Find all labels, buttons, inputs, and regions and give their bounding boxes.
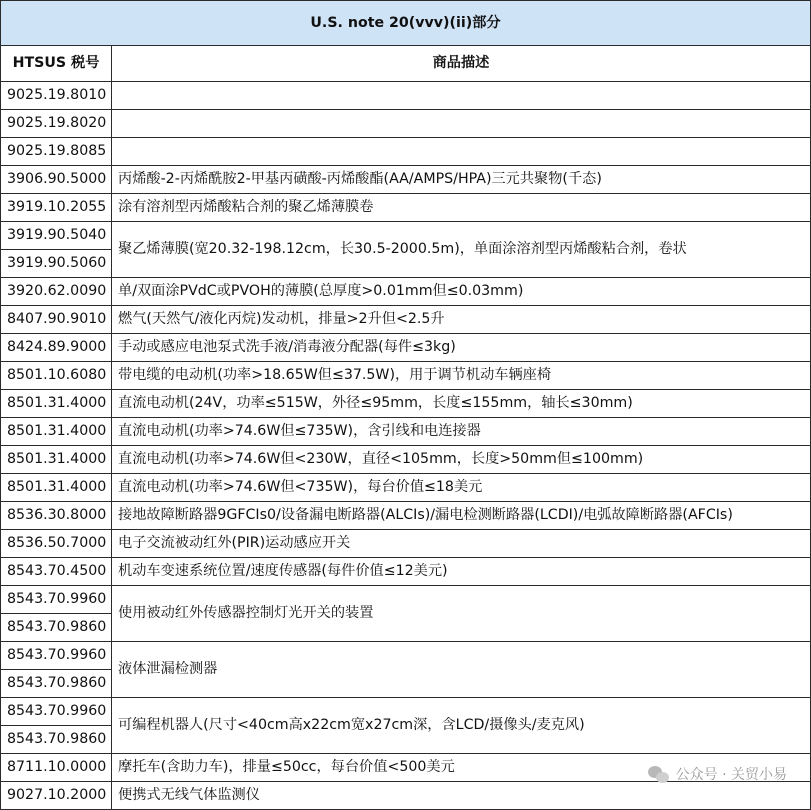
table-row (1, 586, 811, 614)
htsus-code-cell: 8543.70.9960 (1, 698, 112, 726)
table-row (1, 558, 811, 586)
watermark-text: 公众号 · 关贸小易 (675, 767, 787, 783)
table-row (1, 502, 811, 530)
description-cell: 机动车变速系统位置/速度传感器(每件价值≤12美元) (112, 558, 811, 586)
description-cell: 液体泄漏检测器 (112, 642, 811, 698)
table-row (1, 166, 811, 194)
table-row (1, 138, 811, 166)
htsus-code-cell: 8501.31.4000 (1, 474, 112, 502)
htsus-code-cell: 8711.10.0000 (1, 754, 112, 782)
description-cell (112, 138, 811, 166)
table-row (1, 194, 811, 222)
table-row (1, 82, 811, 110)
htsus-code-cell: 8501.31.4000 (1, 390, 112, 418)
htsus-code-cell: 8543.70.4500 (1, 558, 112, 586)
header-description: 商品描述 (112, 46, 811, 82)
htsus-code-cell: 9025.19.8085 (1, 138, 112, 166)
description-cell: 带电缆的电动机(功率>18.65W但≤37.5W)，用于调节机动车辆座椅 (112, 362, 811, 390)
htsus-code-cell: 8536.50.7000 (1, 530, 112, 558)
table-row (1, 474, 811, 502)
description-cell: 便携式无线气体监测仪 (112, 782, 811, 810)
table-row (1, 362, 811, 390)
table-row (1, 334, 811, 362)
description-cell: 直流电动机(功率>74.6W但<735W)，每台价值≤18美元 (112, 474, 811, 502)
htsus-code-cell: 8543.70.9960 (1, 586, 112, 614)
htsus-code-cell: 8501.31.4000 (1, 418, 112, 446)
htsus-code-cell: 3919.10.2055 (1, 194, 112, 222)
description-cell: 直流电动机(功率>74.6W但≤735W)，含引线和电连接器 (112, 418, 811, 446)
htsus-code-cell: 8543.70.9860 (1, 614, 112, 642)
table-row (1, 642, 811, 670)
table-row (1, 222, 811, 250)
htsus-code-cell: 8501.10.6080 (1, 362, 112, 390)
htsus-code-cell: 8543.70.9860 (1, 726, 112, 754)
table-row (1, 306, 811, 334)
description-cell (112, 82, 811, 110)
table-row (1, 390, 811, 418)
description-cell: 直流电动机(24V，功率≤515W，外径≤95mm，长度≤155mm，轴长≤30mm) (112, 390, 811, 418)
description-cell: 可编程机器人(尺寸<40cm高x22cm宽x27cm深，含LCD/摄像头/麦克风) (112, 698, 811, 754)
description-cell: 聚乙烯薄膜(宽20.32-198.12cm，长30.5-2000.5m)，单面涂溶剂型丙烯酸粘合剂，卷状 (112, 222, 811, 278)
description-cell: 接地故障断路器9GFCIs0/设备漏电断路器(ALCIs)/漏电检测断路器(LCDI)/电弧故障断路器(AFCIs) (112, 502, 811, 530)
htsus-code-cell: 8536.30.8000 (1, 502, 112, 530)
table-row (1, 110, 811, 138)
description-cell: 燃气(天然气/液化丙烷)发动机，排量>2升但<2.5升 (112, 306, 811, 334)
htsus-code-cell: 8424.89.9000 (1, 334, 112, 362)
htsus-code-cell: 8501.31.4000 (1, 446, 112, 474)
table-row (1, 698, 811, 726)
htsus-code-cell: 3906.90.5000 (1, 166, 112, 194)
description-cell: 使用被动红外传感器控制灯光开关的装置 (112, 586, 811, 642)
htsus-code-cell: 3920.62.0090 (1, 278, 112, 306)
table-row (1, 446, 811, 474)
htsus-code-cell: 3919.90.5040 (1, 222, 112, 250)
table-row (1, 530, 811, 558)
htsus-code-cell: 9025.19.8010 (1, 82, 112, 110)
table-row (1, 418, 811, 446)
table-row (1, 278, 811, 306)
table-body (1, 82, 811, 810)
table-row (1, 754, 811, 782)
description-cell: 电子交流被动红外(PIR)运动感应开关 (112, 530, 811, 558)
htsus-code-cell: 8543.70.9960 (1, 642, 112, 670)
description-cell: 单/双面涂PVdC或PVOH的薄膜(总厚度>0.01mm但≤0.03mm) (112, 278, 811, 306)
table-title: U.S. note 20(vvv)(ii)部分 (1, 1, 811, 46)
description-cell: 丙烯酸-2-丙烯酰胺2-甲基丙磺酸-丙烯酸酯(AA/AMPS/HPA)三元共聚物(千态) (112, 166, 811, 194)
htsus-code-cell: 3919.90.5060 (1, 250, 112, 278)
description-cell: 直流电动机(功率>74.6W但<230W，直径<105mm，长度>50mm但≤100mm) (112, 446, 811, 474)
table-row (1, 782, 811, 810)
description-cell: 手动或感应电池泵式洗手液/消毒液分配器(每件≤3kg) (112, 334, 811, 362)
header-htsus-code: HTSUS 税号 (1, 46, 112, 82)
htsus-code-cell: 9027.10.2000 (1, 782, 112, 810)
description-cell: 摩托车(含助力车)，排量≤50cc，每台价值<500美元 (112, 754, 811, 782)
description-cell: 涂有溶剂型丙烯酸粘合剂的聚乙烯薄膜卷 (112, 194, 811, 222)
htsus-code-cell: 9025.19.8020 (1, 110, 112, 138)
htsus-code-cell: 8543.70.9860 (1, 670, 112, 698)
description-cell (112, 110, 811, 138)
htsus-code-cell: 8407.90.9010 (1, 306, 112, 334)
